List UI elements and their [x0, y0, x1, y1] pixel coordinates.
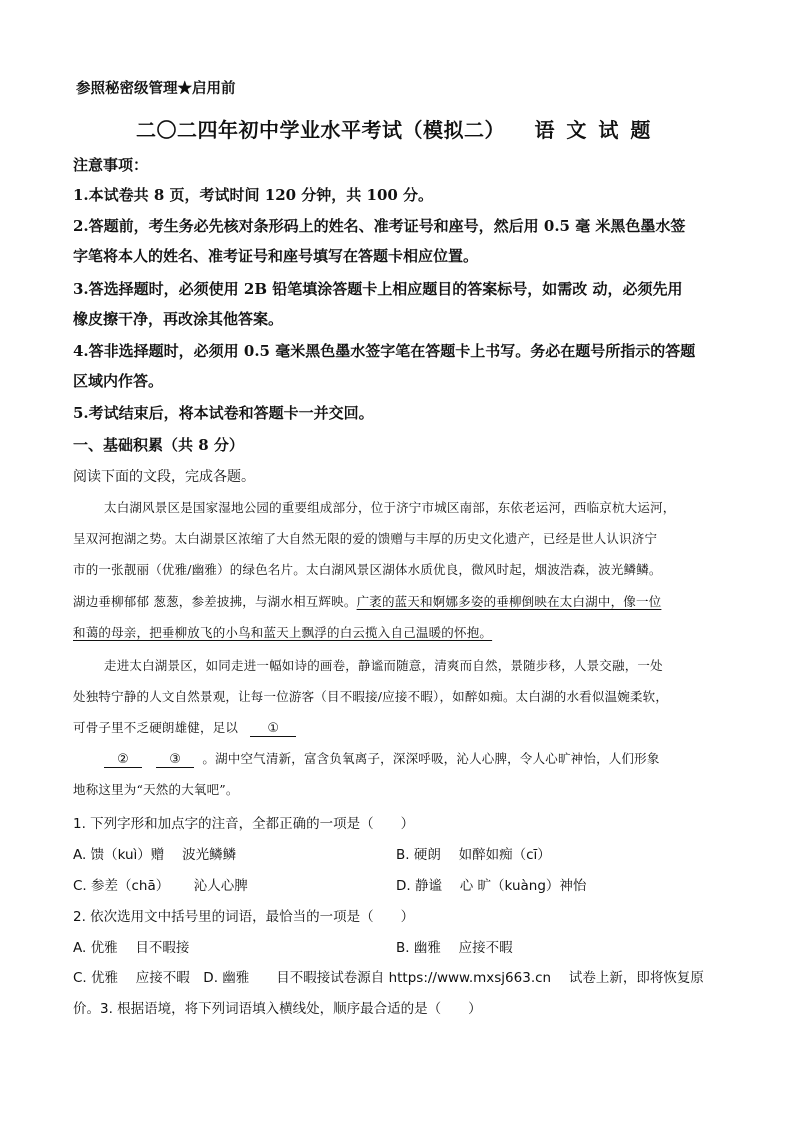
passage-line: 呈双河抱湖之势。太白湖景区浓缩了大自然无限的爱的馈赠与丰厚的历史文化遗产，已经是世人认识济宁 [73, 531, 658, 546]
passage-line: 处独特宁静的人文自然景观，让每一位游客（目不暇接/应接不暇），如醉如痴。太白湖的水看似温婉柔软， [73, 689, 669, 704]
passage-text: 可骨子里不乏硬朗雄健，足以 [73, 720, 239, 735]
passage-line: 市的一张靓丽（优雅/幽雅）的绿色名片。太白湖风景区湖体水质优良，微风时起，烟波浩森，波光鳞鳞。 [73, 562, 662, 577]
section-heading: 一、基础积累（共 8 分） [73, 436, 244, 454]
note-4-line-2: 区域内作答。 [73, 372, 164, 390]
exam-title: 二〇二四年初中学业水平考试（模拟二） [136, 118, 505, 142]
blank-2: ② [104, 752, 142, 768]
note-5: 5.考试结束后，将本试卷和答题卡一并交回。 [73, 404, 374, 422]
passage-text: 湖边垂柳郁郁 葱葱，参差披拂，与湖水相互辉映。 [73, 594, 357, 609]
page-title [136, 114, 651, 143]
question-2-stem: 2. 依次选用文中括号里的词语，最恰当的一项是（ ） [73, 909, 415, 925]
question-1-option-a: A. 馈（kuì）赠 波光鳞鳞 [73, 847, 237, 863]
question-2-option-b: B. 幽雅 应接不暇 [396, 940, 513, 956]
blank-3: ③ [156, 752, 194, 768]
question-2-option-a: A. 优雅 目不暇接 [73, 940, 190, 956]
passage-line: 走进太白湖景区，如同走进一幅如诗的画卷，静谧而随意，清爽而自然，景随步移，人景交融，一处 [104, 658, 663, 673]
secret-label: 参照秘密级管理★启用前 [76, 80, 236, 97]
passage-text: 。湖中空气清新，富含负氧离子，深深呼吸，沁人心脾，令人心旷神怡，人们形象 [202, 751, 660, 766]
underlined-sentence: 和蔼的母亲，把垂柳放飞的小鸟和蓝天上飘浮的白云揽入自己温暖的怀抱。 [73, 625, 493, 640]
question-2-options-c-d: C. 优雅 应接不暇 D. 幽雅 目不暇接试卷源自 https://www.mxsj663.cn 试卷上新，即将恢复原 [73, 970, 704, 986]
question-1-option-d: D. 静谧 心 旷（kuàng）神怡 [396, 878, 587, 894]
note-1: 1.本试卷共 8 页，考试时间 120 分钟，共 100 分。 [73, 186, 434, 204]
passage-line: 太白湖风景区是国家湿地公园的重要组成部分，位于济宁市城区南部，东依老运河，西临京杭大运河， [104, 500, 676, 515]
question-1-option-c: C. 参差（chā） 沁人心脾 [73, 878, 248, 894]
note-4-line-1: 4.答非选择题时，必须用 0.5 毫米黑色墨水签字笔在答题卡上书写。务必在题号所指示的答题 [73, 342, 696, 360]
note-3-line-2: 橡皮擦干净，再改涂其他答案。 [73, 310, 284, 328]
passage-line [104, 749, 660, 768]
question-3-stem: 价。3. 根据语境，将下列词语填入横线处，顺序最合适的是（ ） [73, 1001, 482, 1017]
subject-title: 语 文 试 题 [534, 118, 651, 142]
notes-heading: 注意事项： [73, 156, 149, 174]
question-1-option-b: B. 硬朗 如醉如痴（cī） [396, 847, 551, 863]
passage-line [73, 718, 296, 737]
note-3-line-1: 3.答选择题时，必须使用 2B 铅笔填涂答题卡上相应题目的答案标号，如需改 动，必须先用 [73, 280, 683, 298]
note-2-line-2: 字笔将本人的姓名、准考证号和座号填写在答题卡相应位置。 [73, 247, 479, 265]
passage-line [73, 592, 661, 610]
underlined-sentence: 广袤的蓝天和婀娜多姿的垂柳倒映在太白湖中，像一位 [356, 594, 662, 609]
note-2-line-1: 2.答题前，考生务必先核对条形码上的姓名、准考证号和座号，然后用 0.5 毫 米黑色墨水签 [73, 217, 686, 235]
blank-1: ① [250, 721, 296, 737]
question-1-stem: 1. 下列字形和加点字的注音，全都正确的一项是（ ） [73, 816, 415, 832]
passage-line: 地称这里为“天然的大氧吧”。 [73, 782, 239, 797]
section-instruction: 阅读下面的文段，完成各题。 [73, 469, 255, 485]
